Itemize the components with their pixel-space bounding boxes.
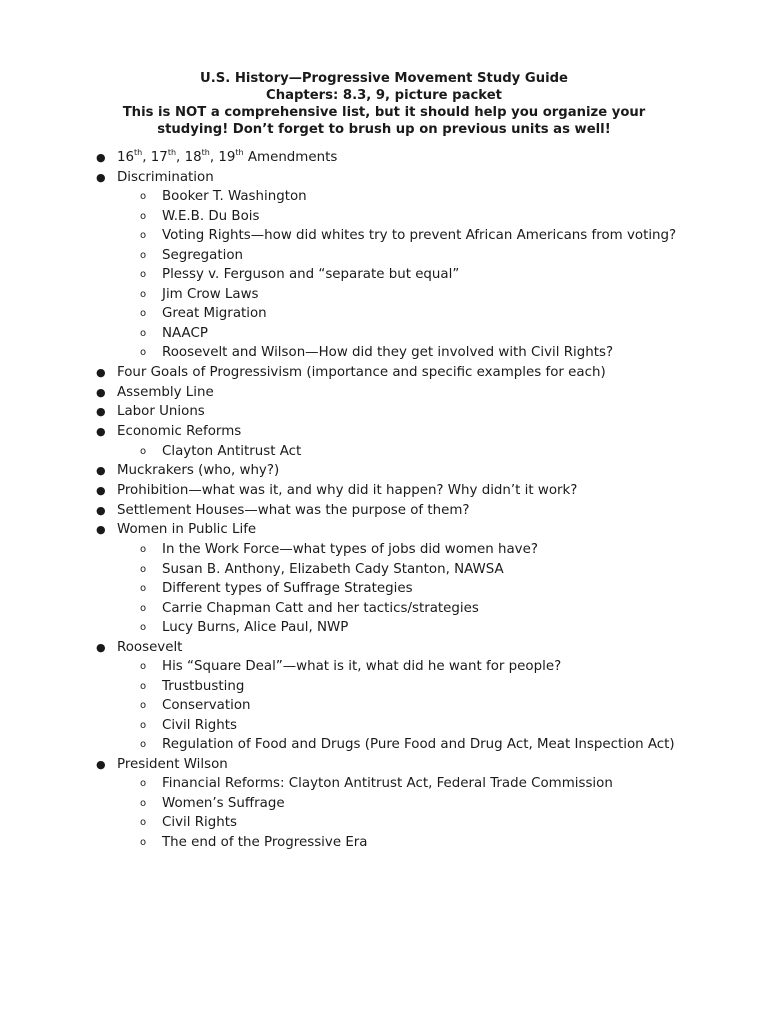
circle-bullet-icon: o [140, 230, 147, 242]
chapters-line: Chapters: 8.3, 9, picture packet [266, 88, 502, 103]
circle-bullet-icon: o [140, 327, 147, 339]
list-item-label: Economic Reforms [117, 424, 242, 440]
list-item [0, 168, 768, 188]
bullet-icon: ● [96, 405, 106, 419]
ordinal-suffix: th [167, 147, 177, 157]
sub-list-item-label: Lucy Burns, Alice Paul, NWP [162, 620, 349, 636]
sub-list-item [0, 774, 768, 794]
sub-list-item [0, 677, 768, 697]
sub-list-item-label: Financial Reforms: Clayton Antitrust Act, Federal Trade Commission [162, 776, 613, 792]
sub-list-item-label: Segregation [162, 247, 244, 263]
topic-list [0, 148, 768, 852]
amendment-16: 16 [117, 150, 135, 165]
circle-bullet-icon: o [140, 563, 147, 575]
sub-list-item-label: In the Work Force—what types of jobs did women have? [162, 542, 538, 558]
ordinal-suffix: th [201, 147, 210, 157]
sub-list-item [0, 735, 768, 755]
sub-list-item [0, 265, 768, 285]
bullet-icon: ● [96, 385, 106, 399]
sub-list-item [0, 324, 768, 344]
circle-bullet-icon: o [140, 778, 147, 790]
list-item [0, 638, 768, 658]
topic-items [0, 168, 768, 853]
list-item-amendments: ● 16th, 17th, 18th, 19th Amendments [0, 148, 768, 168]
list-item [0, 755, 768, 775]
circle-bullet-icon: o [140, 583, 147, 595]
circle-bullet-icon: o [140, 739, 147, 751]
sub-list-item-label: Carrie Chapman Catt and her tactics/strategies [162, 600, 479, 616]
circle-bullet-icon: o [140, 249, 147, 261]
amendment-18: 18 [184, 150, 202, 165]
sub-list-item-label: Civil Rights [162, 717, 237, 733]
sub-list-item-label: Jim Crow Laws [162, 286, 259, 302]
circle-bullet-icon: o [140, 210, 147, 222]
circle-bullet-icon: o [140, 700, 147, 712]
list-item [0, 363, 768, 383]
sub-list-item [0, 540, 768, 560]
sub-list-item-label: Different types of Suffrage Strategies [162, 581, 413, 597]
sub-list-item-label: Great Migration [162, 306, 267, 322]
sub-list-item [0, 579, 768, 599]
bullet-icon: ● [96, 757, 106, 771]
amendments-label: Amendments [247, 150, 338, 165]
circle-bullet-icon: o [140, 836, 147, 848]
circle-bullet-icon: o [140, 602, 147, 614]
circle-bullet-icon: o [140, 308, 147, 320]
circle-bullet-icon: o [140, 445, 147, 457]
sub-list-item-label: Voting Rights—how did whites try to prevent African Americans from voting? [162, 228, 677, 244]
sub-list-item [0, 207, 768, 227]
sub-list-item-label: Conservation [162, 698, 251, 714]
circle-bullet-icon: o [140, 719, 147, 731]
circle-bullet-icon: o [140, 817, 147, 829]
sub-list-item [0, 442, 768, 462]
sub-list-item-label: Clayton Antitrust Act [162, 443, 302, 459]
bullet-icon: ● [96, 640, 106, 654]
sub-list-item [0, 304, 768, 324]
list-item [0, 422, 768, 442]
circle-bullet-icon: o [140, 622, 147, 634]
sub-list-item-label: Civil Rights [162, 815, 237, 831]
circle-bullet-icon: o [140, 680, 147, 692]
sub-list-item [0, 657, 768, 677]
document-title: U.S. History—Progressive Movement Study Guide [200, 71, 568, 86]
note-line-2: studying! Don’t forget to brush up on previous units as well! [157, 122, 611, 137]
amendment-19: 19 [218, 150, 236, 165]
list-item [0, 501, 768, 521]
amendment-17: 17 [150, 150, 168, 165]
bullet-icon: ● [96, 483, 106, 497]
sub-list-item [0, 618, 768, 638]
circle-bullet-icon: o [140, 797, 147, 809]
list-item [0, 481, 768, 501]
sub-list-item-label: His “Square Deal”—what is it, what did he want for people? [162, 659, 562, 675]
circle-bullet-icon: o [140, 544, 147, 556]
sub-list-item-label: Plessy v. Ferguson and “separate but equal” [162, 267, 460, 283]
sub-list-item-label: Trustbusting [162, 678, 245, 694]
list-item-label: Four Goals of Progressivism (importance and specific examples for each) [117, 364, 606, 380]
bullet-icon: ● [96, 365, 106, 379]
list-item [0, 461, 768, 481]
sub-list-item [0, 794, 768, 814]
bullet-icon: ● [96, 464, 106, 478]
circle-bullet-icon: o [140, 269, 147, 281]
list-item-label: Assembly Line [117, 384, 214, 400]
sub-list-item-label: The end of the Progressive Era [162, 834, 368, 850]
note-line-1: This is NOT a comprehensive list, but it should help you organize your [122, 105, 646, 120]
circle-bullet-icon: o [140, 191, 147, 203]
list-item [0, 402, 768, 422]
bullet-icon: ● [96, 523, 106, 537]
sub-list-item-label: W.E.B. Du Bois [162, 208, 260, 224]
list-item-label: Labor Unions [117, 404, 205, 420]
sub-list-item [0, 246, 768, 266]
sub-list-item [0, 599, 768, 619]
bullet-icon: ● [96, 170, 106, 184]
sub-list-item [0, 187, 768, 207]
sub-list-item [0, 716, 768, 736]
sub-list-item-label: Regulation of Food and Drugs (Pure Food and Drug Act, Meat Inspection Act) [162, 737, 675, 753]
list-item-label: Settlement Houses—what was the purpose of them? [117, 502, 470, 518]
sub-list-item-label: Booker T. Washington [162, 189, 307, 205]
bullet-icon: ● [96, 503, 106, 517]
list-item-label: Roosevelt [117, 639, 183, 655]
ordinal-suffix: th [134, 147, 143, 157]
list-item-label: Discrimination [117, 169, 214, 185]
list-item [0, 520, 768, 540]
list-item-label: Women in Public Life [117, 522, 257, 538]
sub-list-item [0, 285, 768, 305]
sub-list-item [0, 833, 768, 853]
bullet-icon: ● [96, 425, 106, 439]
sub-list-item [0, 813, 768, 833]
list-item-label: Prohibition—what was it, and why did it happen? Why didn’t it work? [117, 482, 578, 498]
sub-list-item-label: NAACP [162, 325, 208, 341]
circle-bullet-icon: o [140, 347, 147, 359]
circle-bullet-icon: o [140, 288, 147, 300]
ordinal-suffix: th [235, 147, 244, 157]
sub-list-item [0, 226, 768, 246]
study-guide-header [0, 70, 768, 138]
sub-list-item [0, 560, 768, 580]
sub-list-item-label: Susan B. Anthony, Elizabeth Cady Stanton, NAWSA [162, 561, 504, 577]
sub-list-item-label: Roosevelt and Wilson—How did they get involved with Civil Rights? [162, 345, 614, 361]
list-item-label: Muckrakers (who, why?) [117, 463, 280, 479]
sub-list-item [0, 343, 768, 363]
list-item-label: President Wilson [117, 756, 228, 772]
sub-list-item [0, 696, 768, 716]
circle-bullet-icon: o [140, 661, 147, 673]
bullet-icon: ● [96, 151, 106, 164]
sub-list-item-label: Women’s Suffrage [162, 795, 285, 811]
list-item [0, 383, 768, 403]
